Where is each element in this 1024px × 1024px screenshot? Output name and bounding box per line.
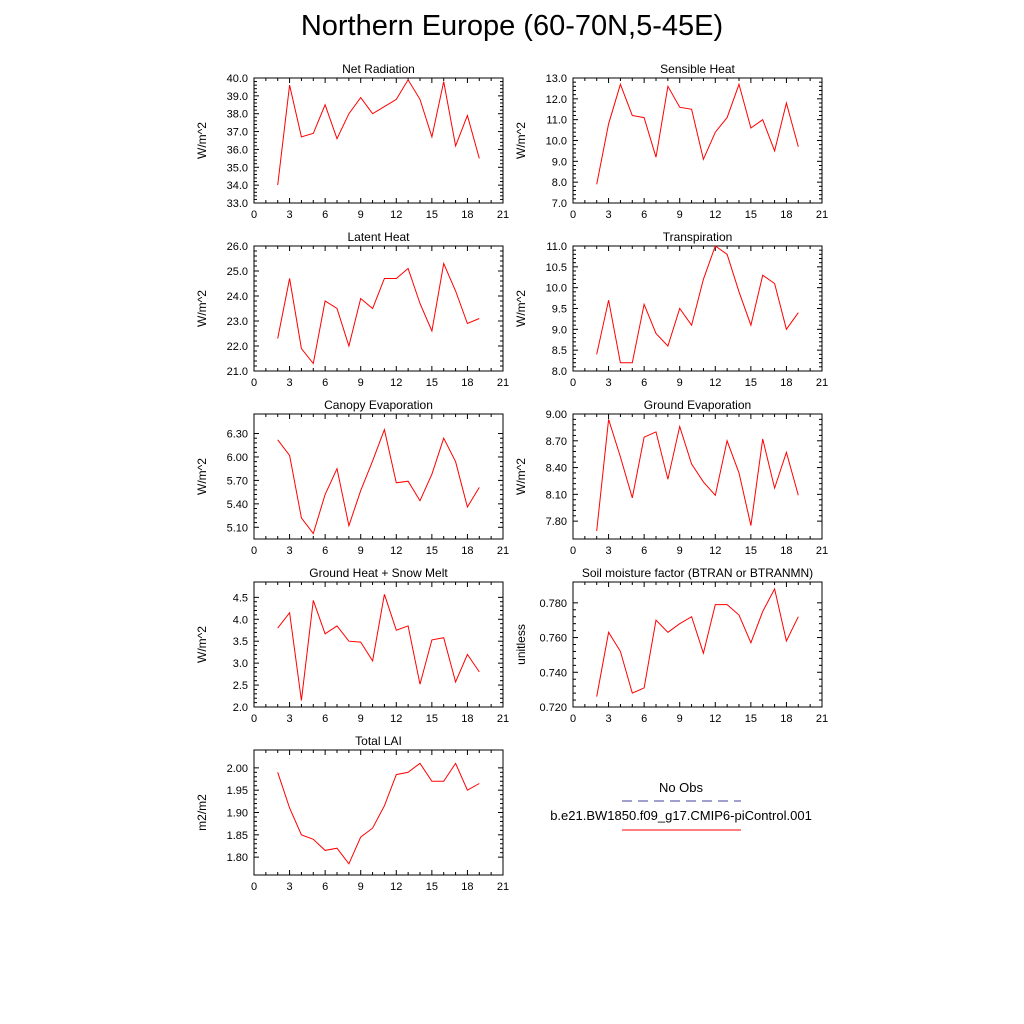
panel-title: Net Radiation <box>342 62 415 76</box>
panel-title: Latent Heat <box>347 230 410 244</box>
x-tick-label: 3 <box>286 713 293 725</box>
x-tick-label: 15 <box>744 209 757 221</box>
panel-title: Total LAI <box>355 734 402 748</box>
y-tick-label: 38.0 <box>226 108 248 121</box>
y-tick-label: 0.720 <box>539 702 567 714</box>
x-tick-label: 3 <box>605 713 612 725</box>
y-tick-label: 1.95 <box>226 785 248 798</box>
y-tick-label: 26.0 <box>226 241 248 253</box>
y-axis-label: W/m^2 <box>195 458 209 495</box>
y-tick-label: 35.0 <box>226 162 248 175</box>
x-tick-label: 6 <box>322 881 329 893</box>
series-line <box>597 419 799 531</box>
x-tick-label: 9 <box>676 377 683 389</box>
x-tick-label: 6 <box>322 713 329 725</box>
x-tick-label: 3 <box>286 377 293 389</box>
series-line <box>278 763 480 863</box>
x-tick-label: 0 <box>569 713 577 725</box>
x-tick-label: 3 <box>286 209 293 221</box>
y-tick-label: 4.0 <box>232 614 248 627</box>
x-tick-label: 3 <box>605 377 612 389</box>
plot-frame <box>573 414 822 539</box>
x-tick-label: 15 <box>425 881 438 893</box>
y-tick-label: 36.0 <box>226 144 248 157</box>
y-tick-label: 11.0 <box>546 114 567 127</box>
y-tick-label: 24.0 <box>226 291 248 303</box>
y-tick-label: 8.5 <box>551 345 567 358</box>
y-tick-label: 8.0 <box>551 366 567 378</box>
x-tick-label: 0 <box>569 545 577 557</box>
x-tick-label: 6 <box>641 545 648 557</box>
y-tick-label: 10.0 <box>545 135 567 148</box>
x-tick-label: 15 <box>425 209 438 221</box>
chart-panel <box>514 566 828 725</box>
y-tick-label: 8.10 <box>545 489 567 502</box>
y-tick-label: 25.0 <box>226 266 248 278</box>
y-tick-label: 1.90 <box>226 807 248 820</box>
legend-model-label: b.e21.BW1850.f09_g17.CMIP6-piControl.001 <box>550 808 812 823</box>
y-tick-label: 11.0 <box>546 241 567 253</box>
x-tick-label: 9 <box>676 545 683 557</box>
x-tick-label: 12 <box>390 209 403 221</box>
series-line <box>278 594 480 700</box>
series-line <box>597 84 799 184</box>
x-tick-label: 0 <box>250 713 258 725</box>
y-tick-label: 13.0 <box>545 73 567 85</box>
y-tick-label: 9.00 <box>545 409 567 421</box>
y-tick-label: 12.0 <box>545 93 567 106</box>
x-tick-label: 12 <box>390 545 403 557</box>
x-tick-label: 15 <box>744 377 757 389</box>
x-tick-label: 15 <box>425 545 438 557</box>
x-tick-label: 12 <box>709 545 722 557</box>
figure-title: Northern Europe (60-70N,5-45E) <box>300 10 724 42</box>
x-tick-label: 9 <box>357 713 364 725</box>
y-axis-label: unitless <box>514 624 528 665</box>
x-tick-label: 6 <box>641 377 648 389</box>
y-tick-label: 8.70 <box>545 435 567 448</box>
y-tick-label: 7.0 <box>551 198 567 210</box>
x-tick-label: 6 <box>641 209 648 221</box>
y-tick-label: 9.0 <box>551 156 567 169</box>
y-tick-label: 7.80 <box>545 516 567 529</box>
y-tick-label: 3.5 <box>232 636 248 649</box>
plot-frame <box>254 78 503 203</box>
x-tick-label: 18 <box>461 377 474 389</box>
chart-panel <box>514 230 828 389</box>
x-tick-label: 18 <box>461 545 474 557</box>
x-tick-label: 15 <box>744 713 757 725</box>
y-tick-label: 39.0 <box>226 90 248 103</box>
y-tick-label: 2.5 <box>232 680 248 693</box>
chart-panel <box>195 734 509 893</box>
panel-title: Transpiration <box>662 230 733 244</box>
x-tick-label: 0 <box>250 545 258 557</box>
x-tick-label: 15 <box>744 545 757 557</box>
y-axis-label: m2/m2 <box>195 794 209 831</box>
x-tick-label: 12 <box>709 713 722 725</box>
y-tick-label: 5.70 <box>226 475 248 488</box>
x-tick-label: 0 <box>250 377 258 389</box>
plot-frame <box>254 246 503 371</box>
x-tick-label: 3 <box>605 209 612 221</box>
y-tick-label: 23.0 <box>226 316 248 328</box>
y-tick-label: 9.0 <box>551 324 567 337</box>
x-tick-label: 12 <box>390 713 403 725</box>
x-tick-label: 12 <box>390 881 403 893</box>
y-tick-label: 40.0 <box>226 73 248 85</box>
x-tick-label: 0 <box>250 209 258 221</box>
x-tick-label: 0 <box>250 881 258 893</box>
x-tick-label: 21 <box>496 545 510 557</box>
y-tick-label: 2.0 <box>232 702 248 714</box>
x-tick-label: 9 <box>357 377 364 389</box>
y-axis-label: W/m^2 <box>195 626 209 663</box>
x-tick-label: 9 <box>357 881 364 893</box>
chart-panel <box>514 398 828 557</box>
y-tick-label: 9.5 <box>551 303 567 316</box>
x-tick-label: 15 <box>425 713 438 725</box>
x-tick-label: 18 <box>780 377 793 389</box>
chart-panel <box>514 62 828 221</box>
series-line <box>597 589 799 697</box>
plot-frame <box>573 582 822 707</box>
y-tick-label: 6.30 <box>226 428 248 441</box>
x-tick-label: 21 <box>815 377 829 389</box>
y-tick-label: 0.740 <box>539 667 567 680</box>
y-axis-label: W/m^2 <box>514 290 528 327</box>
y-tick-label: 6.00 <box>226 451 248 464</box>
legend-obs-label: No Obs <box>658 780 704 795</box>
series-line <box>597 246 799 363</box>
x-tick-label: 12 <box>709 377 722 389</box>
y-tick-label: 0.780 <box>539 597 567 610</box>
y-tick-label: 10.5 <box>545 261 567 274</box>
y-tick-label: 1.85 <box>226 829 248 842</box>
series-line <box>278 80 480 185</box>
plot-frame <box>254 414 503 539</box>
panel-title: Ground Heat + Snow Melt <box>309 566 448 580</box>
x-tick-label: 9 <box>357 545 364 557</box>
x-tick-label: 9 <box>676 713 683 725</box>
y-axis-label: W/m^2 <box>195 290 209 327</box>
x-tick-label: 0 <box>569 209 577 221</box>
series-line <box>278 264 480 364</box>
series-line <box>278 430 480 534</box>
y-axis-label: W/m^2 <box>195 122 209 159</box>
x-tick-label: 0 <box>569 377 577 389</box>
y-tick-label: 21.0 <box>226 366 248 378</box>
y-tick-label: 34.0 <box>226 180 248 193</box>
x-tick-label: 15 <box>425 377 438 389</box>
x-tick-label: 6 <box>322 545 329 557</box>
panel-title: Soil moisture factor (BTRAN or BTRANMN) <box>581 566 814 580</box>
x-tick-label: 21 <box>815 209 829 221</box>
x-tick-label: 6 <box>322 377 329 389</box>
x-tick-label: 18 <box>461 881 474 893</box>
x-tick-label: 21 <box>496 713 510 725</box>
x-tick-label: 3 <box>286 881 293 893</box>
x-tick-label: 6 <box>322 209 329 221</box>
x-tick-label: 18 <box>780 545 793 557</box>
y-tick-label: 8.40 <box>545 462 567 475</box>
x-tick-label: 21 <box>496 377 510 389</box>
x-tick-label: 21 <box>815 713 829 725</box>
x-tick-label: 9 <box>676 209 683 221</box>
x-tick-label: 9 <box>357 209 364 221</box>
chart-panel <box>195 62 509 221</box>
x-tick-label: 3 <box>286 545 293 557</box>
chart-panel <box>195 398 509 557</box>
panel-title: Ground Evaporation <box>643 398 752 412</box>
x-tick-label: 6 <box>641 713 648 725</box>
x-tick-label: 18 <box>461 209 474 221</box>
x-tick-label: 21 <box>815 545 829 557</box>
y-tick-label: 5.40 <box>226 498 248 511</box>
y-tick-label: 3.0 <box>232 658 248 671</box>
y-tick-label: 33.0 <box>226 198 248 210</box>
chart-panel <box>195 230 509 389</box>
plot-frame <box>573 78 822 203</box>
y-tick-label: 22.0 <box>226 341 248 353</box>
y-tick-label: 1.80 <box>226 852 248 865</box>
y-tick-label: 2.00 <box>226 762 248 775</box>
plot-frame <box>254 582 503 707</box>
x-tick-label: 21 <box>496 209 510 221</box>
y-tick-label: 5.10 <box>226 522 248 535</box>
y-tick-label: 37.0 <box>226 126 248 139</box>
x-tick-label: 18 <box>780 209 793 221</box>
x-tick-label: 3 <box>605 545 612 557</box>
x-tick-label: 12 <box>390 377 403 389</box>
legend <box>550 780 812 830</box>
x-tick-label: 18 <box>780 713 793 725</box>
chart-panels <box>195 62 828 893</box>
y-tick-label: 8.0 <box>551 177 567 190</box>
x-tick-label: 12 <box>709 209 722 221</box>
y-axis-label: W/m^2 <box>514 122 528 159</box>
panel-title: Sensible Heat <box>660 62 735 76</box>
y-tick-label: 4.5 <box>232 592 248 605</box>
x-tick-label: 21 <box>496 881 510 893</box>
y-axis-label: W/m^2 <box>514 458 528 495</box>
panel-title: Canopy Evaporation <box>324 398 433 412</box>
x-tick-label: 18 <box>461 713 474 725</box>
y-tick-label: 10.0 <box>545 282 567 295</box>
y-tick-label: 0.760 <box>539 632 567 645</box>
chart-panel <box>195 566 509 725</box>
